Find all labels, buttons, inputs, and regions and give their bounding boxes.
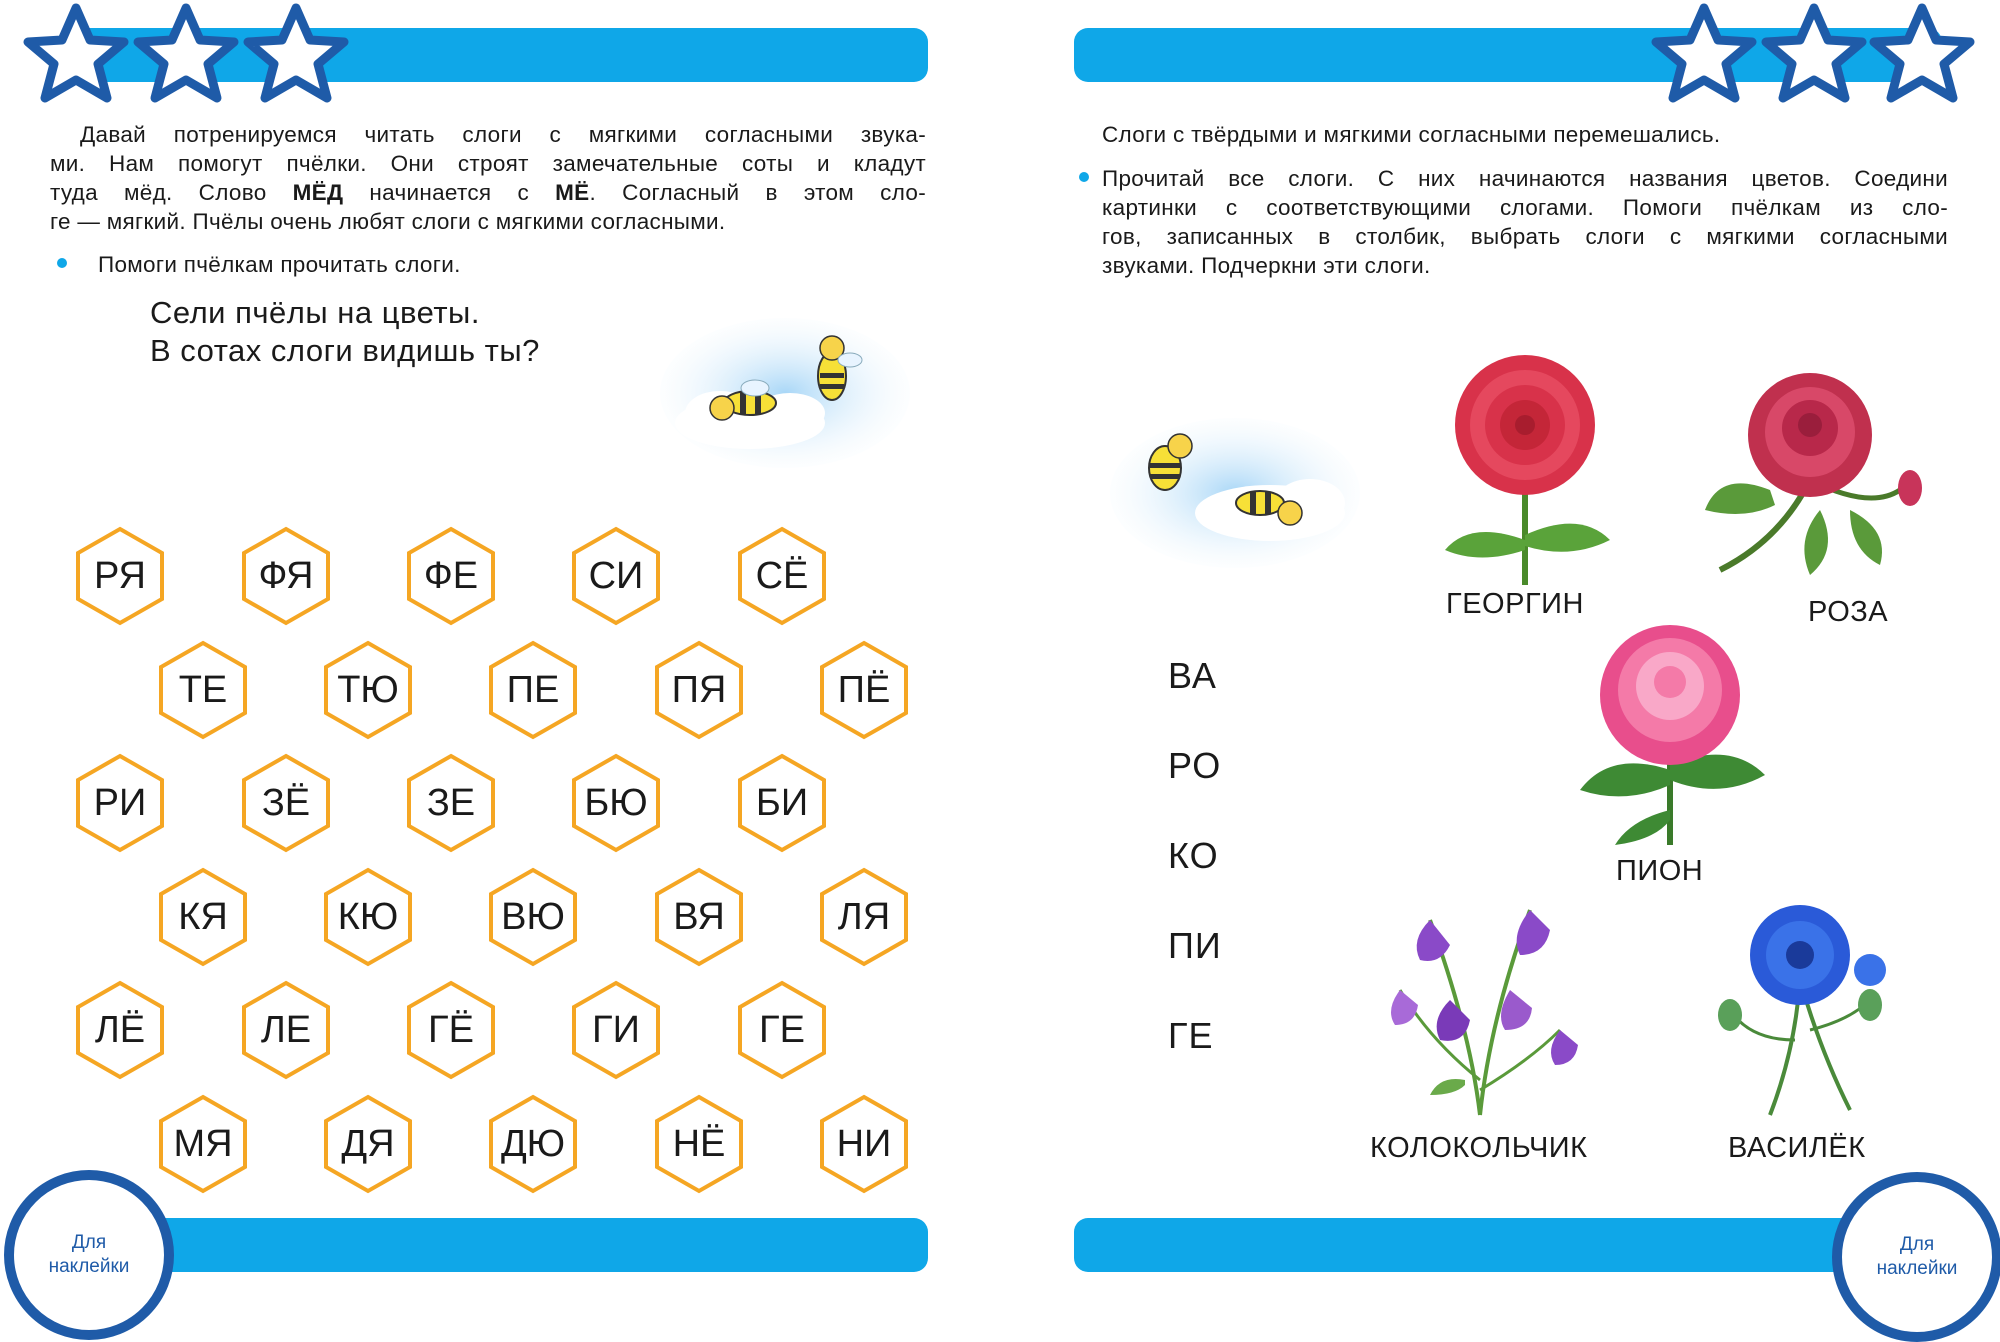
bullet-icon (57, 258, 67, 268)
task-paragraph (1102, 164, 1948, 280)
task-line: звуками. Подчеркни эти слоги. (1102, 253, 1431, 278)
syllable-cell (74, 526, 166, 626)
syllable-text: ЗЕ (426, 781, 476, 824)
cornflower-flower (1700, 900, 1900, 1120)
syllable-ko: КО (1168, 835, 1219, 876)
star-icon (1648, 2, 1760, 106)
syllable-text: СЁ (755, 554, 809, 597)
star-icon (1758, 2, 1870, 106)
label-kolokolchik: КОЛОКОЛЬЧИК (1370, 1132, 1588, 1164)
syllable-text: КЮ (337, 895, 399, 938)
syllable-text: РИ (93, 781, 147, 824)
rose-flower (1700, 370, 1930, 580)
syllable-cell (653, 1094, 745, 1194)
sticker-label: Для (1899, 1234, 1935, 1255)
intro-line: ге — мягкий. Пчёлы очень любят слоги с мягкими согласными. (50, 209, 726, 234)
intro-line: туда мёд. Слово МЁД начинается с МЁ. Согласный в этом сло- (50, 180, 926, 205)
sticker-placeholder (1832, 1172, 2000, 1342)
task-line: картинки с соответствующими слогами. Помоги пчёлкам из сло- (1102, 195, 1948, 220)
syllable-cell (487, 867, 579, 967)
bellflower-flower (1370, 880, 1590, 1120)
task-text: Помоги пчёлкам прочитать слоги. (98, 252, 461, 277)
syllable-text: ГЕ (759, 1008, 805, 1051)
syllable-cell (157, 1094, 249, 1194)
syllable-cell (322, 867, 414, 967)
bees-illustration (1110, 418, 1360, 568)
syllable-text: ГИ (592, 1008, 640, 1051)
label-roza: РОЗА (1808, 596, 1889, 628)
bees-illustration (660, 318, 910, 468)
syllable-cell (322, 1094, 414, 1194)
label-georgin: ГЕОРГИН (1446, 588, 1584, 620)
syllable-text: ФЯ (258, 554, 314, 597)
syllable-text: БЮ (584, 781, 648, 824)
intro-paragraph (50, 120, 926, 236)
syllable-cell (240, 526, 332, 626)
syllable-text: ГЁ (428, 1008, 474, 1051)
syllable-cell (653, 640, 745, 740)
star-icon (240, 2, 352, 106)
syllable-cell (74, 980, 166, 1080)
syllable-text: ТЮ (337, 668, 399, 711)
syllable-text: ВЮ (501, 895, 565, 938)
syllable-text: НИ (836, 1122, 892, 1165)
syllable-cell (157, 867, 249, 967)
syllable-text: ДЮ (500, 1122, 566, 1165)
syllable-text: СИ (588, 554, 644, 597)
syllable-cell (736, 526, 828, 626)
sticker-label: Для (71, 1232, 107, 1253)
syllable-ro: РО (1168, 745, 1222, 786)
syllable-text: ПЁ (837, 668, 891, 711)
syllable-text: ДЯ (341, 1122, 395, 1165)
syllable-text: ЛЯ (837, 895, 891, 938)
sticker-label: наклейки (1876, 1258, 1958, 1279)
syllable-pi: ПИ (1168, 925, 1222, 966)
syllable-text: ФЕ (423, 554, 479, 597)
syllable-va: ВА (1168, 655, 1217, 696)
star-icon (1866, 2, 1978, 106)
sticker-placeholder (4, 1170, 174, 1340)
syllable-cell (405, 980, 497, 1080)
syllable-text: ВЯ (673, 895, 725, 938)
syllable-cell (240, 753, 332, 853)
syllable-cell (818, 640, 910, 740)
syllable-text: ЛЁ (94, 1008, 146, 1051)
syllable-cell (487, 640, 579, 740)
star-icon (130, 2, 242, 106)
syllable-text: НЁ (672, 1122, 726, 1165)
label-pion: ПИОН (1616, 855, 1704, 887)
bullet-icon (1079, 172, 1089, 182)
syllable-cell (405, 526, 497, 626)
syllable-cell (570, 753, 662, 853)
syllable-text: МЯ (173, 1122, 233, 1165)
syllable-cell (570, 526, 662, 626)
bottom-bar-right (1074, 1218, 1902, 1272)
syllable-cell (818, 867, 910, 967)
intro-line: Давай потренируемся читать слоги с мягкими согласными звука- (80, 122, 926, 147)
syllable-cell (736, 753, 828, 853)
label-vasilek: ВАСИЛЁК (1728, 1132, 1866, 1164)
syllable-text: ЛЕ (260, 1008, 312, 1051)
syllable-cell (487, 1094, 579, 1194)
syllable-text: ПЕ (506, 668, 560, 711)
syllable-text: ЗЁ (261, 781, 311, 824)
intro-line: ми. Нам помогут пчёлки. Они строят замечательные соты и кладут (50, 151, 926, 176)
poem (150, 294, 540, 370)
bottom-bar-left (100, 1218, 928, 1272)
syllable-cell (157, 640, 249, 740)
syllable-cell (240, 980, 332, 1080)
syllable-cell (405, 753, 497, 853)
syllable-ge: ГЕ (1168, 1015, 1214, 1056)
syllable-cell (818, 1094, 910, 1194)
syllable-cell (736, 980, 828, 1080)
peony-flower (1570, 620, 1770, 850)
syllable-cell (322, 640, 414, 740)
task-line: Прочитай все слоги. С них начинаются названия цветов. Соедини (1102, 166, 1948, 191)
syllable-text: РЯ (94, 554, 146, 597)
dahlia-flower (1430, 350, 1620, 590)
syllable-text: ТЕ (178, 668, 228, 711)
star-icon (20, 2, 132, 106)
syllable-text: БИ (755, 781, 809, 824)
mixed-note: Слоги с твёрдыми и мягкими согласными перемешались. (1102, 122, 1721, 147)
task-line: гов, записанных в столбик, выбрать слоги с мягкими согласными (1102, 224, 1948, 249)
sticker-label: наклейки (48, 1256, 130, 1277)
syllable-cell (570, 980, 662, 1080)
poem-line: Сели пчёлы на цветы. (150, 295, 480, 330)
syllable-cell (653, 867, 745, 967)
poem-line: В сотах слоги видишь ты? (150, 333, 540, 368)
syllable-text: ПЯ (671, 668, 727, 711)
syllable-cell (74, 753, 166, 853)
syllable-text: КЯ (178, 895, 228, 938)
right-page (1000, 0, 2000, 1342)
